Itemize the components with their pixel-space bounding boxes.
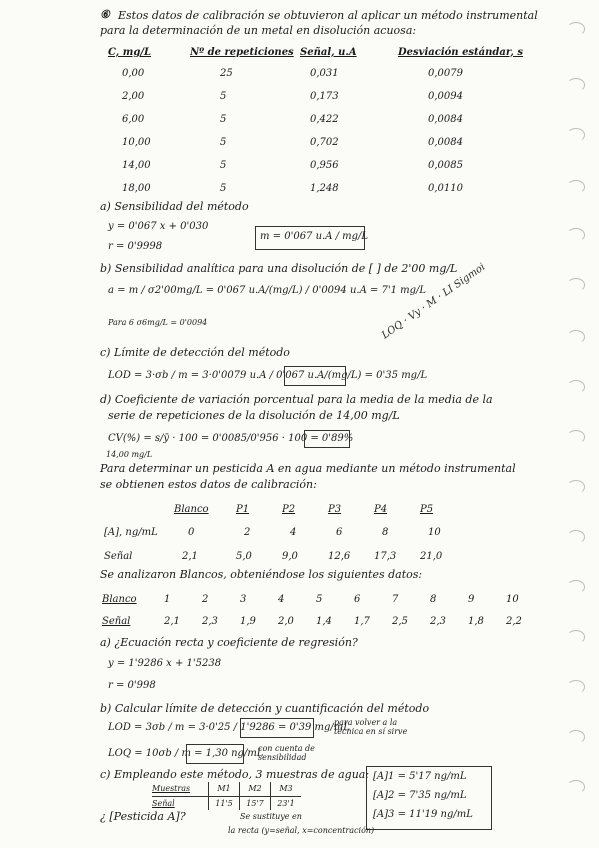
binder-hole bbox=[567, 530, 585, 544]
ex6-a-result: m = 0'067 u.A / mg/L bbox=[260, 231, 369, 242]
table-cell: 2,1 bbox=[164, 615, 180, 627]
ex6-d-equation: CV(%) = s/ȳ · 100 = 0'0085/0'956 · 100 = 0'89% bbox=[108, 433, 354, 444]
ex6-a-equation: y = 0'067 x + 0'030 bbox=[108, 221, 209, 232]
table-cell: 2,5 bbox=[392, 615, 408, 627]
binder-hole bbox=[567, 430, 585, 444]
table-cell: 1,8 bbox=[468, 615, 484, 627]
ex7-note-line2: la recta (y=señal, x=concentración) bbox=[228, 826, 375, 835]
table-header: M3 bbox=[271, 782, 302, 796]
table-cell: 2,0 bbox=[278, 615, 294, 627]
ex7-lod-box bbox=[240, 718, 314, 738]
table-cell: 4 bbox=[278, 593, 285, 605]
ex6-a-title: a) Sensibilidad del método bbox=[100, 200, 249, 213]
table-header: C, mg/L bbox=[108, 46, 152, 58]
table-header: P1 bbox=[236, 503, 250, 515]
table-cell: 10 bbox=[428, 526, 441, 538]
table-cell: 2,1 bbox=[182, 550, 198, 562]
binder-hole bbox=[567, 730, 585, 744]
ex7-title-line1: Para determinar un pesticida A en agua mediante un método instrumental bbox=[100, 462, 516, 475]
table-row bbox=[108, 62, 548, 85]
table-cell: 0 bbox=[188, 526, 195, 538]
table-cell: 10 bbox=[506, 593, 519, 605]
result-3: [A]3 = 11'19 ng/mL bbox=[373, 809, 473, 820]
binder-hole bbox=[567, 278, 585, 292]
table-cell: 5 bbox=[220, 137, 227, 148]
row-label: Señal bbox=[152, 796, 209, 810]
ex6-b-equation: a = m / σ2'00mg/L = 0'067 u.A/(mg/L) / 0'0094 u.A = 7'1 mg/L bbox=[108, 285, 427, 296]
table-cell: 0,702 bbox=[310, 137, 339, 148]
binder-hole bbox=[567, 580, 585, 594]
ex6-d-title-line2: serie de repeticiones de la disolución de 14,00 mg/L bbox=[108, 409, 400, 422]
ex7-blank-intro: Se analizaron Blancos, obteniéndose los siguientes datos: bbox=[100, 568, 423, 581]
binder-hole bbox=[567, 630, 585, 644]
table-cell: 6 bbox=[354, 593, 361, 605]
table-cell: 21,0 bbox=[420, 550, 443, 562]
ex7-title-line2: se obtienen estos datos de calibración: bbox=[100, 478, 317, 491]
table-cell: 2 bbox=[202, 593, 209, 605]
ex6-a-r: r = 0'9998 bbox=[108, 241, 163, 252]
table-row bbox=[104, 520, 466, 544]
row-label: Blanco bbox=[102, 593, 137, 605]
exercise-number: ⑥ bbox=[100, 8, 110, 21]
table-cell: 0,0084 bbox=[428, 137, 463, 148]
binder-hole bbox=[567, 330, 585, 344]
ex7-samples-table bbox=[152, 782, 301, 810]
table-header: P3 bbox=[328, 503, 342, 515]
table-cell: 1,4 bbox=[316, 615, 332, 627]
table-row bbox=[108, 108, 548, 131]
table-cell: 0,031 bbox=[310, 68, 339, 79]
binder-hole bbox=[567, 780, 585, 794]
margin-note: LOQ · Vy · M · LI Sigmoi bbox=[379, 261, 488, 342]
table-header: Blanco bbox=[174, 503, 209, 515]
table-cell: 1,9 bbox=[240, 615, 256, 627]
table-cell: 9,0 bbox=[282, 550, 298, 562]
table-cell: 3 bbox=[240, 593, 247, 605]
binder-hole bbox=[567, 180, 585, 194]
table-row bbox=[108, 131, 548, 154]
ex6-data-table bbox=[108, 42, 548, 200]
ex6-title-line2: para la determinación de un metal en disolución acuosa: bbox=[100, 24, 417, 37]
table-row bbox=[104, 544, 466, 568]
table-header: M2 bbox=[240, 782, 271, 796]
ex7-loq-note: con cuenta de sensibilidad bbox=[258, 744, 315, 762]
table-cell: 7 bbox=[392, 593, 399, 605]
table-row bbox=[108, 154, 548, 177]
table-row bbox=[108, 177, 548, 200]
ex6-title-line1: Estos datos de calibración se obtuvieron al aplicar un método instrumental bbox=[118, 9, 538, 22]
ex6-b-title: b) Sensibilidad analítica para una disolución de [ ] de 2'00 mg/L bbox=[100, 262, 458, 275]
table-cell: 0,0079 bbox=[428, 68, 463, 79]
binder-hole bbox=[567, 680, 585, 694]
table-cell: 17,3 bbox=[374, 550, 397, 562]
ex7-results-box bbox=[366, 766, 492, 830]
ex6-c-result-box bbox=[284, 366, 346, 386]
table-row bbox=[108, 85, 548, 108]
table-cell: 2 bbox=[244, 526, 251, 538]
ex6-d-result-box bbox=[304, 430, 350, 448]
table-row bbox=[152, 796, 301, 810]
ex6-c-title: c) Límite de detección del método bbox=[100, 346, 290, 359]
table-cell: 1,7 bbox=[354, 615, 370, 627]
ex7-question: ¿ [Pesticida A]? bbox=[100, 810, 186, 823]
table-header: Nº de repeticiones bbox=[190, 46, 294, 58]
binder-hole bbox=[567, 22, 585, 36]
table-cell: 25 bbox=[220, 68, 233, 79]
ex6-d-subscript: 14,00 mg/L bbox=[106, 450, 153, 459]
table-cell: 1 bbox=[164, 593, 171, 605]
result-1: [A]1 = 5'17 ng/mL bbox=[373, 771, 467, 782]
table-cell: 18,00 bbox=[122, 183, 151, 194]
table-cell: 4 bbox=[290, 526, 297, 538]
table-cell: 0,00 bbox=[122, 68, 145, 79]
table-cell: 12,6 bbox=[328, 550, 351, 562]
table-cell: 15'7 bbox=[240, 796, 271, 810]
table-cell: 0,173 bbox=[310, 91, 339, 102]
ex7-loq: LOQ = 10σb / m = 1,30 ng/mL bbox=[108, 748, 264, 759]
ex6-c-equation: LOD = 3·σb / m = 3·0'0079 u.A / 0'067 u.A/(mg/L) = 0'35 mg/L bbox=[108, 370, 428, 381]
table-cell: 5,0 bbox=[236, 550, 252, 562]
table-cell: 5 bbox=[220, 114, 227, 125]
table-header: P4 bbox=[374, 503, 388, 515]
table-cell: 9 bbox=[468, 593, 475, 605]
ex7-a-equation: y = 1'9286 x + 1'5238 bbox=[108, 658, 222, 669]
ex7-loq-box bbox=[186, 744, 244, 764]
ex7-a-r: r = 0'998 bbox=[108, 680, 156, 691]
table-cell: 5 bbox=[220, 160, 227, 171]
ex6-b-note: Para 6 σ6mg/L = 0'0094 bbox=[108, 318, 208, 327]
table-cell: 0,422 bbox=[310, 114, 339, 125]
table-row bbox=[102, 610, 544, 632]
table-row bbox=[152, 782, 301, 796]
ex7-lod-note: para volver a la técnica en sí sirve bbox=[334, 718, 408, 736]
table-cell: 10,00 bbox=[122, 137, 151, 148]
ex7-note-line1: Se sustituye en bbox=[240, 812, 302, 821]
binder-hole bbox=[567, 228, 585, 242]
ex7-a-title: a) ¿Ecuación recta y coeficiente de regresión? bbox=[100, 636, 358, 649]
table-header: M1 bbox=[209, 782, 240, 796]
ex6-d-title-line1: d) Coeficiente de variación porcentual para la media de la media de la bbox=[100, 393, 493, 406]
table-cell: 2,2 bbox=[506, 615, 522, 627]
table-header: P2 bbox=[282, 503, 296, 515]
row-label: [A], ng/mL bbox=[104, 526, 158, 538]
table-cell: 0,0110 bbox=[428, 183, 463, 194]
row-label: Señal bbox=[104, 550, 133, 562]
ex7-lod: LOD = 3σb / m = 3·0'25 / 1'9286 = 0'39 mg/mL bbox=[108, 722, 350, 733]
table-header: P5 bbox=[420, 503, 434, 515]
table-cell: 6,00 bbox=[122, 114, 145, 125]
ex7-calibration-table bbox=[104, 498, 466, 568]
table-cell: 0,956 bbox=[310, 160, 339, 171]
table-cell: 6 bbox=[336, 526, 343, 538]
result-2: [A]2 = 7'35 ng/mL bbox=[373, 790, 467, 801]
ex7-blank-table bbox=[102, 588, 544, 632]
table-cell: 1,248 bbox=[310, 183, 339, 194]
table-cell: 11'5 bbox=[209, 796, 240, 810]
table-row bbox=[102, 588, 544, 610]
table-cell: 0,0085 bbox=[428, 160, 463, 171]
table-header: Señal, u.A bbox=[300, 46, 357, 58]
table-cell: 14,00 bbox=[122, 160, 151, 171]
table-cell: 0,0084 bbox=[428, 114, 463, 125]
binder-hole bbox=[567, 380, 585, 394]
table-cell: 2,3 bbox=[202, 615, 218, 627]
ex6-a-result-box bbox=[255, 226, 369, 250]
table-header: Muestras bbox=[152, 782, 209, 796]
table-cell: 5 bbox=[220, 91, 227, 102]
table-header: Desviación estándar, s bbox=[398, 46, 524, 58]
binder-hole bbox=[567, 128, 585, 142]
table-cell: 8 bbox=[430, 593, 437, 605]
binder-hole bbox=[567, 78, 585, 92]
binder-hole bbox=[567, 480, 585, 494]
table-cell: 2,3 bbox=[430, 615, 446, 627]
table-cell: 0,0094 bbox=[428, 91, 463, 102]
row-label: Señal bbox=[102, 615, 131, 627]
table-cell: 23'1 bbox=[277, 798, 295, 808]
table-cell: 5 bbox=[316, 593, 323, 605]
table-cell: 8 bbox=[382, 526, 389, 538]
ex7-c-title: c) Empleando este método, 3 muestras de agua: bbox=[100, 768, 370, 781]
ex7-b-title: b) Calcular límite de detección y cuantificación del método bbox=[100, 702, 430, 715]
table-cell: 5 bbox=[220, 183, 227, 194]
table-cell: 2,00 bbox=[122, 91, 145, 102]
